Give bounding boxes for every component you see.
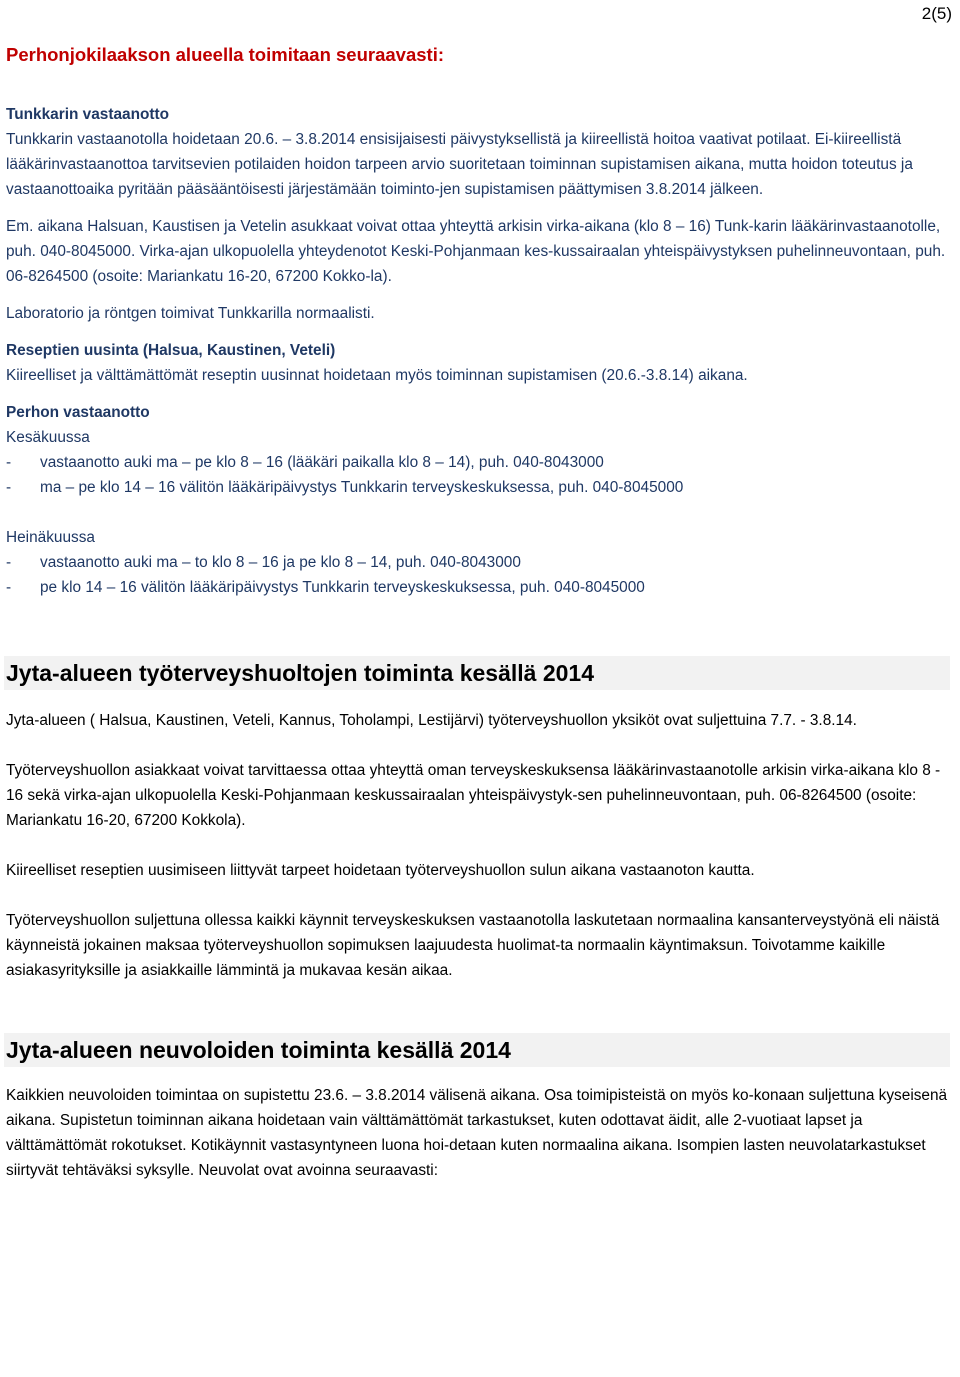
- list-dash: -: [6, 479, 12, 496]
- perho-june-label: Kesäkuussa: [6, 429, 90, 446]
- tunkkari-heading: Tunkkarin vastaanotto: [6, 106, 170, 123]
- perho-june-item-text: vastaanotto auki ma – pe klo 8 – 16 (lääkäri paikalla klo 8 – 14), puh. 040-8043000: [40, 454, 604, 471]
- tyoterveys-heading: Jyta-alueen työterveyshuoltojen toiminta kesällä 2014: [4, 656, 950, 690]
- tyoterveys-paragraph-3: Kiireelliset reseptien uusimiseen liittyvät tarpeet hoidetaan työterveyshuollon sulun aikana vastaanoton kautta.: [6, 862, 755, 879]
- perho-july-label: Heinäkuussa: [6, 529, 95, 546]
- perho-july-item-text: pe klo 14 – 16 välitön lääkäripäivystys Tunkkarin terveyskeskuksessa, puh. 040-8045000: [40, 579, 645, 596]
- neuvola-paragraph-1: Kaikkien neuvoloiden toimintaa on supistettu 23.6. – 3.8.2014 välisenä aikana. Osa toimipisteistä on myös ko-konaan suljettuna kyseisenä aikana. Supistetun toiminnan aikana hoidetaan vain välttämättömät tarkastukset, kuten odottavat äidit, alle 2-vuotiaat lapset ja välttämättömät rokotukset. Kotikäynnit vastasyntyneen luona hoi-detaan kuten normaalina aikana. Isompien lasten neuvolatarkastukset siirtyvät tehtäväksi syksylle. Neuvolat ovat avoinna seuraavasti:: [6, 1087, 948, 1179]
- tyoterveys-paragraph-2: Työterveyshuollon asiakkaat voivat tarvittaessa ottaa yhteyttä oman terveyskeskuksensa lääkärinvastaanotolle arkisin virka-aikana klo 8 - 16 sekä virka-ajan ulkopuolella Keski-Pohjanmaan keskussairaalan yhteispäivystyk-sen puhelinneuvontaan, puh. 06-8264500 (osoite: Mariankatu 16-20, 67200 Kokkola).: [6, 762, 941, 829]
- neuvola-heading: Jyta-alueen neuvoloiden toiminta kesällä 2014: [4, 1033, 950, 1067]
- tyoterveys-paragraph-4: Työterveyshuollon suljettuna ollessa kaikki käynnit terveyskeskuksen vastaanotolla laskutetaan normaalina kansanterveystyönä eli näistä käynneistä jokainen maksaa työterveyshuollon sopimuksen laajuudesta huolimat-ta normaalin käyntimaksun. Toivotamme kaikille asiakasyrityksille ja asiakkaille lämmintä ja mukavaa kesän aikaa.: [6, 912, 940, 979]
- list-dash: -: [6, 454, 12, 471]
- perho-june-item-text: ma – pe klo 14 – 16 välitön lääkäripäivystys Tunkkarin terveyskeskuksessa, puh. 040-8045000: [40, 479, 684, 496]
- perho-july-item: [6, 575, 950, 600]
- list-dash: -: [6, 579, 12, 596]
- list-dash: -: [6, 554, 12, 571]
- perho-july-item-text: vastaanotto auki ma – to klo 8 – 16 ja pe klo 8 – 14, puh. 040-8043000: [40, 554, 521, 571]
- document-body: [6, 40, 950, 1183]
- intro-title: Perhonjokilaakson alueella toimitaan seuraavasti:: [6, 44, 445, 65]
- tunkkari-paragraph-1: Tunkkarin vastaanotolla hoidetaan 20.6. – 3.8.2014 ensisijaisesti päivystyksellistä ja kiireellistä hoitoa vaativat potilaat. Ei-kiireellistä lääkärinvastaanottoa tarvitsevien potilaiden hoidon tarpeen arvio suoritetaan toiminnan supistamisen aikana, mutta hoidon toteutus ja vastaanottoaika pyritään pääsääntöisesti järjestämään toiminto-jen supistamisen päättymisen 3.8.2014 jälkeen.: [6, 131, 913, 198]
- perho-june-item: [6, 475, 950, 500]
- perho-heading: Perhon vastaanotto: [6, 404, 150, 421]
- reseptien-heading: Reseptien uusinta (Halsua, Kaustinen, Veteli): [6, 342, 336, 359]
- reseptien-text: Kiireelliset ja välttämättömät reseptin uusinnat hoidetaan myös toiminnan supistamisen (20.6.-3.8.14) aikana.: [6, 367, 748, 384]
- perho-june-item: [6, 450, 950, 475]
- tunkkari-paragraph-3: Laboratorio ja röntgen toimivat Tunkkarilla normaalisti.: [6, 305, 375, 322]
- perho-july-item: [6, 550, 950, 575]
- tunkkari-paragraph-2: Em. aikana Halsuan, Kaustisen ja Vetelin asukkaat voivat ottaa yhteyttä arkisin virka-aikana (klo 8 – 16) Tunk-karin lääkärinvastaanotolle, puh. 040-8045000. Virka-ajan ulkopuolella yhteydenotot Keski-Pohjanmaan kes-kussairaalan yhteispäivystyksen puhelinneuvontaan, puh. 06-8264500 (osoite: Mariankatu 16-20, 67200 Kokko-la).: [6, 218, 946, 285]
- page-number: 2(5): [921, 4, 952, 23]
- tyoterveys-paragraph-1: Jyta-alueen ( Halsua, Kaustinen, Veteli, Kannus, Toholampi, Lestijärvi) työterveyshuollon yksiköt ovat suljettuina 7.7. - 3.8.14.: [6, 712, 857, 729]
